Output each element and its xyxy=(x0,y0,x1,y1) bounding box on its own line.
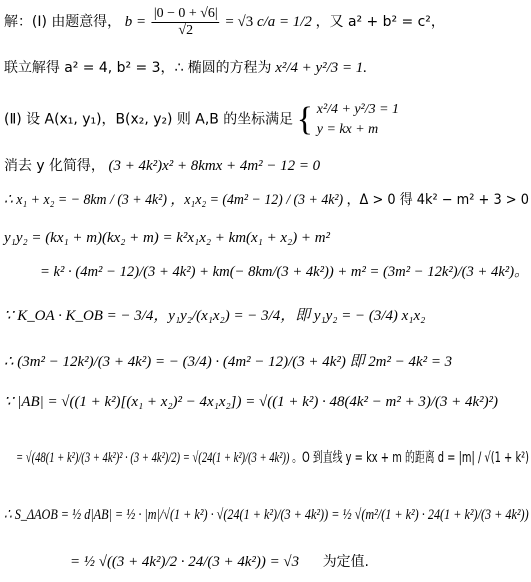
system-eq-2: y = kx + m xyxy=(316,122,379,137)
distance-fraction xyxy=(152,6,220,39)
vieta-sum: ∴ x₁ + x₂ = − 8km / (3 + 4k²) xyxy=(4,192,167,208)
relation-equation: ∴ (3m² − 12k²)/(3 + 4k²) = − (3/4) · (4m² − 12)/(3 + 4k²) 即 2m² − 4k² = 3 xyxy=(4,354,453,370)
line-10 xyxy=(4,392,529,412)
line-9 xyxy=(4,352,529,372)
area-result: = ½ √((3 + 4k²)/2 · 24/(3 + 4k²)) = √3 xyxy=(70,554,300,570)
line1-tail: ，又 a² + b² = c²， xyxy=(315,13,445,30)
line-2 xyxy=(4,58,529,78)
intro-text: 解：(Ⅰ) 由题意得， xyxy=(4,13,122,30)
y-product-expansion: y₁y₂ = (kx₁ + m)(kx₂ + m) = k²x₁x₂ + km(x₁ + x₂) + m² xyxy=(4,230,331,246)
line-5 xyxy=(4,190,529,210)
b-result: = √3 xyxy=(225,13,254,30)
chord-length-simplified: = √(48(1 + k²)/(3 + 4k²)² · (3 + 4k²)/2) = √(24(1 + k²)/(3 + 4k²)) xyxy=(16,450,290,466)
slope-product-condition: ∵ K_OA · K_OB = − 3/4，y₁y₂/(x₁x₂) = − 3/4，即 y₁y₂ = − (3/4) x₁x₂ xyxy=(4,308,426,324)
equation-system xyxy=(317,100,399,140)
distance-numerator: |0 − 0 + √6| xyxy=(153,6,218,21)
system-eq-1: x²/4 + y²/3 = 1 xyxy=(316,102,399,117)
line-12 xyxy=(4,505,529,525)
b-definition: b = xyxy=(124,13,147,30)
vieta-product: ，x₁x₂ = (4m² − 12) / (3 + 4k²) xyxy=(170,192,344,208)
line-1 xyxy=(4,6,529,39)
system-brace: { xyxy=(296,101,314,138)
line-11 xyxy=(16,448,529,468)
line2-text: 联立解得 a² = 4, b² = 3，∴ 椭圆的方程为 xyxy=(4,60,272,76)
conclusion-text: 为定值. xyxy=(322,554,369,570)
quadratic-equation: (3 + 4k²)x² + 8kmx + 4m² − 12 = 0 xyxy=(108,158,321,174)
chord-length: ∵ |AB| = √((1 + k²)[(x₁ + x₂)² − 4x₁x₂]) = √((1 + k²) · 48(4k² − m² + 3)/(3 + 4k²)²) xyxy=(4,394,499,410)
ellipse-equation: x²/4 + y²/3 = 1. xyxy=(275,60,367,76)
line-7 xyxy=(40,262,529,282)
line-4 xyxy=(4,156,529,176)
distance-denominator: √2 xyxy=(178,23,194,38)
line-3 xyxy=(4,100,529,140)
line3-text: (Ⅱ) 设 A(x₁, y₁)，B(x₂, y₂) 则 A,B 的坐标满足 xyxy=(4,111,294,128)
area-formula: ∴ S_ΔAOB = ½ d|AB| = ½ · |m|/√(1 + k²) · √(24(1 + k²)/(3 + 4k²)) = ½ √(m²/(1 + k²) · 24(1 + k²)/(3 + 4k²)) xyxy=(4,507,529,523)
line4-text: 消去 y 化简得， xyxy=(4,158,105,174)
line-8 xyxy=(4,306,529,326)
line-13 xyxy=(70,552,529,572)
discriminant-condition: ，Δ > 0 得 4k² − m² + 3 > 0 xyxy=(346,192,529,208)
line-6 xyxy=(4,228,529,248)
distance-formula: 。O 到直线 y = kx + m 的距离 d = |m| / √(1 + k²) xyxy=(292,450,529,466)
y-product-simplified: = k² · (4m² − 12)/(3 + 4k²) + km(− 8km/(3 + 4k²)) + m² = (3m² − 12k²)/(3 + 4k²)。 xyxy=(40,264,529,280)
ratio-eq: c/a = 1/2 xyxy=(256,13,312,30)
